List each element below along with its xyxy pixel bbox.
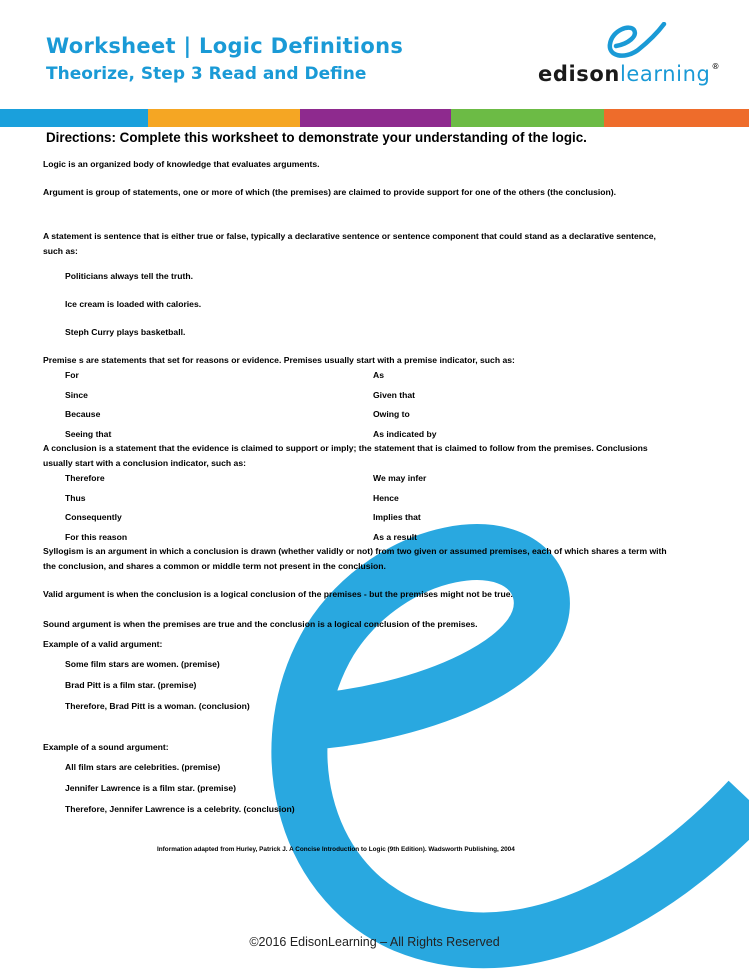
sound-example-line: Therefore, Jennifer Lawrence is a celebrity. (conclusion) <box>65 804 295 814</box>
statement-example: Steph Curry plays basketball. <box>65 327 186 337</box>
valid-example-line: Therefore, Brad Pitt is a woman. (conclusion) <box>65 701 250 711</box>
valid-example-line: Brad Pitt is a film star. (premise) <box>65 680 197 690</box>
sound-example-line: All film stars are celebrities. (premise) <box>65 762 221 772</box>
statement-example: Ice cream is loaded with calories. <box>65 299 202 309</box>
conclusion-indicator: We may infer <box>373 473 427 483</box>
conclusion-indicator: Hence <box>373 493 399 503</box>
premise-definition: Premise s are statements that set for reasons or evidence. Premises usually start with a premise indicator, such as: <box>43 355 515 365</box>
premise-indicator: Seeing that <box>65 429 112 439</box>
premise-indicator: As indicated by <box>373 429 437 439</box>
sound-example-line: Jennifer Lawrence is a film star. (premise) <box>65 783 236 793</box>
syllogism-definition: Syllogism is an argument in which a conclusion is drawn (whether validly or not) from two given or assumed premises, each of which shares a term with the conclusion, and shares a common or middle term not present in the conclusion. <box>43 546 667 571</box>
premise-indicator: Owing to <box>373 409 410 419</box>
valid-argument-definition: Valid argument is when the conclusion is a logical conclusion of the premises - but the premises might not be true. <box>43 589 513 599</box>
statement-definition: A statement is sentence that is either true or false, typically a declarative sentence or sentence component that could stand as a declarative sentence, such as: <box>43 231 656 256</box>
premise-indicator: Given that <box>373 390 416 400</box>
conclusion-indicator: Implies that <box>373 512 421 522</box>
logic-definition: Logic is an organized body of knowledge that evaluates arguments. <box>43 159 320 169</box>
statement-example: Politicians always tell the truth. <box>65 271 193 281</box>
worksheet-subtitle: Theorize, Step 3 Read and Define <box>46 64 367 84</box>
conclusion-indicator: Therefore <box>65 473 105 483</box>
valid-example-heading: Example of a valid argument: <box>43 639 163 649</box>
conclusion-definition: A conclusion is a statement that the evidence is claimed to support or imply; the statement that is claimed to follow from the premises. Conclusions usually start with a conclusion indicator, such as: <box>43 443 648 468</box>
conclusion-indicator: Thus <box>65 493 86 503</box>
conclusion-indicator: As a result <box>373 532 417 542</box>
logo-registered-mark: ® <box>711 62 721 71</box>
premise-indicator: Since <box>65 390 88 400</box>
premise-indicator: As <box>373 370 384 380</box>
sound-example-heading: Example of a sound argument: <box>43 742 169 752</box>
sound-argument-definition: Sound argument is when the premises are true and the conclusion is a logical conclusion of the premises. <box>43 619 478 629</box>
copyright-footer: ©2016 EdisonLearning – All Rights Reserved <box>249 935 500 949</box>
logo-word-bold: edison <box>538 62 620 86</box>
logo-word-light: learning <box>619 62 711 86</box>
conclusion-indicator: For this reason <box>65 532 128 542</box>
premise-indicator: For <box>65 370 79 380</box>
premise-indicator: Because <box>65 409 101 419</box>
argument-definition: Argument is group of statements, one or more of which (the premises) are claimed to provide support for one of the others (the conclusion). <box>43 187 616 197</box>
directions-heading: Directions: Complete this worksheet to demonstrate your understanding of the logic. <box>46 130 587 145</box>
valid-example-line: Some film stars are women. (premise) <box>65 659 220 669</box>
conclusion-indicator: Consequently <box>65 512 122 522</box>
worksheet-title: Worksheet | Logic Definitions <box>46 34 404 58</box>
source-citation: Information adapted from Hurley, Patrick J. A Concise Introduction to Logic (9th Edition). Wadsworth Publishing, 2004 <box>157 846 515 853</box>
